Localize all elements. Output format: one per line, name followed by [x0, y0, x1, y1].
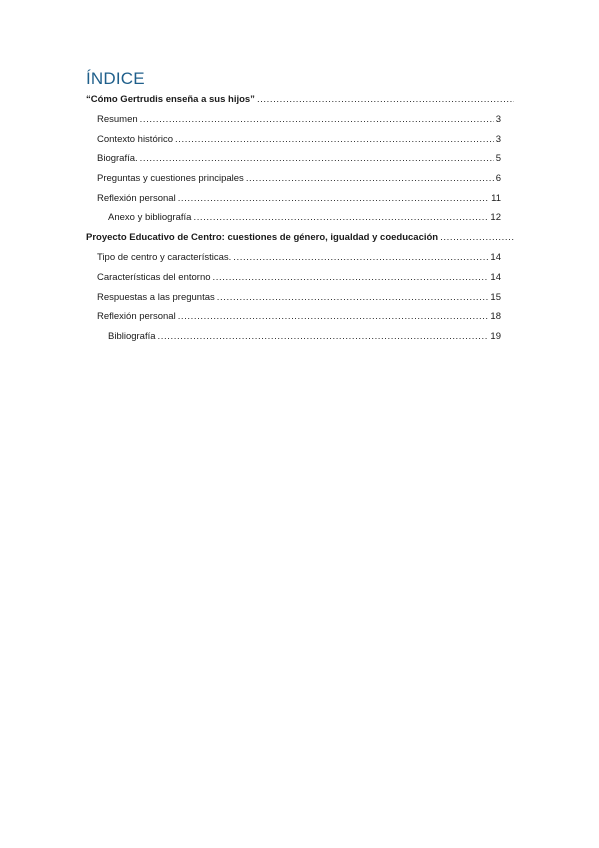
dot-leader	[213, 271, 489, 285]
toc-entry-page: 15	[490, 291, 501, 303]
toc-entry-proyecto-educativo[interactable]	[86, 231, 516, 251]
toc-entry-page: 18	[490, 311, 501, 323]
toc-entry-page: 3	[495, 133, 501, 145]
toc-entry-label: “Cómo Gertrudis enseña a sus hijos”	[86, 94, 255, 105]
toc-entry-label: Biografía.	[97, 153, 138, 165]
toc-entry-tipo-centro[interactable]	[86, 251, 501, 271]
toc-entry-reflexion-1[interactable]	[86, 192, 501, 212]
toc-entry-label: Preguntas y cuestiones principales	[97, 173, 244, 185]
toc-entry-label: Respuestas a las preguntas	[97, 291, 215, 303]
dot-leader	[257, 93, 514, 107]
toc-title: ÍNDICE	[86, 69, 145, 88]
toc-entry-label: Tipo de centro y características.	[97, 252, 232, 264]
toc-entry-gertrudis[interactable]	[86, 93, 516, 113]
toc-entry-page: 11	[491, 192, 501, 204]
toc-entry-page: 14	[490, 252, 501, 264]
dot-leader	[178, 192, 489, 206]
toc-entry-biografia[interactable]	[86, 152, 501, 172]
dot-leader	[440, 231, 514, 245]
toc-entry-page: 19	[490, 330, 501, 342]
dot-leader	[140, 113, 494, 127]
toc-entry-label: Bibliografía	[108, 330, 156, 342]
toc-entry-label: Anexo y bibliografía	[108, 212, 192, 224]
toc-entry-preguntas[interactable]	[86, 172, 501, 192]
toc-entry-anexo[interactable]	[86, 211, 501, 231]
toc-entry-entorno[interactable]	[86, 271, 501, 291]
dot-leader	[246, 172, 494, 186]
toc-entry-label: Contexto histórico	[97, 133, 174, 145]
toc-entry-label: Reflexión personal	[97, 192, 176, 204]
dot-leader	[175, 133, 494, 147]
toc-entry-bibliografia[interactable]	[86, 330, 501, 350]
toc-entry-label: Resumen	[97, 114, 138, 125]
dot-leader	[193, 211, 488, 225]
toc-entry-label: Características del entorno	[97, 271, 211, 283]
toc-entry-page: 6	[495, 173, 501, 185]
dot-leader	[217, 291, 489, 305]
toc-entry-page: 3	[495, 114, 501, 125]
toc-entry-page: 12	[490, 212, 501, 224]
dot-leader	[158, 330, 489, 344]
toc-entry-label: Reflexión personal	[97, 311, 176, 323]
table-of-contents	[86, 93, 516, 350]
toc-entry-contexto-historico[interactable]	[86, 133, 501, 153]
toc-entry-page: 14	[490, 271, 501, 283]
dot-leader	[233, 251, 488, 265]
toc-entry-reflexion-2[interactable]	[86, 310, 501, 330]
toc-entry-resumen[interactable]	[86, 113, 501, 133]
toc-entry-page: 5	[495, 153, 501, 165]
dot-leader	[178, 310, 489, 324]
toc-entry-respuestas[interactable]	[86, 291, 501, 311]
dot-leader	[140, 152, 494, 166]
toc-entry-label: Proyecto Educativo de Centro: cuestiones de género, igualdad y coeducación	[86, 232, 439, 244]
